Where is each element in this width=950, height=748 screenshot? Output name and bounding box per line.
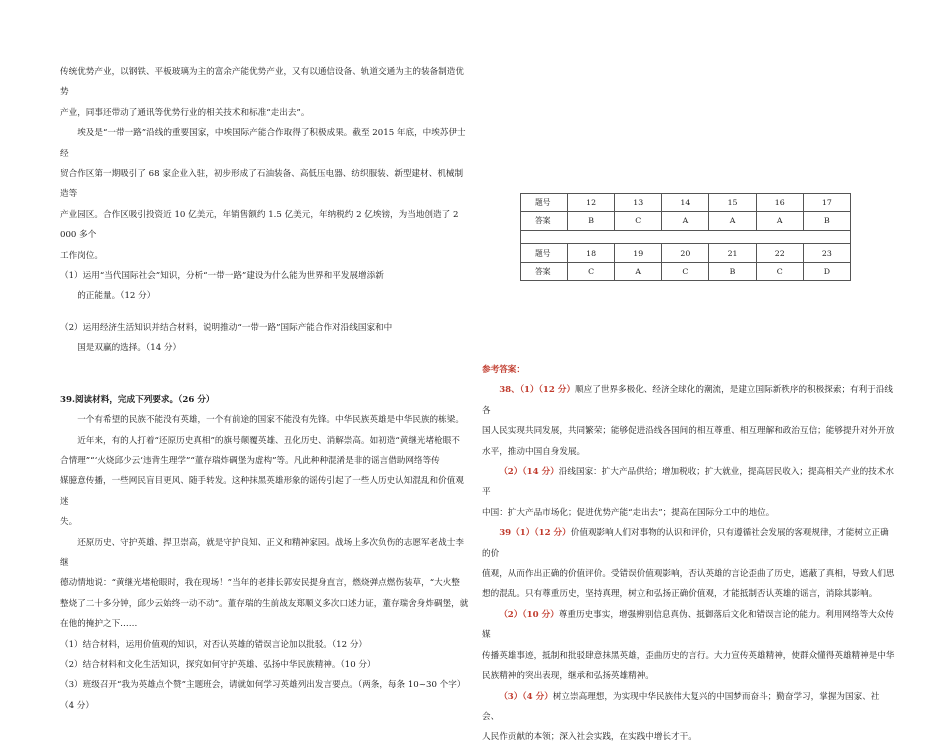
answer-39-3-text: 树立崇高理想，为实现中华民族伟大复兴的中国梦而奋斗；勤奋学习，掌握为国家、社会、 xyxy=(482,691,880,722)
table-cell: C xyxy=(615,212,662,230)
answer-38-2-label: （2）（14 分） xyxy=(499,467,559,478)
table-cell: 18 xyxy=(568,244,615,262)
paragraph-2-line: 媒臆意传播，一些网民盲目更风、随手转发。这种抹黑英雄形象的谣传引起了一些人历史认知混乱和价值观迷 xyxy=(60,476,464,507)
intro-line: 传统优势产业，以钢铁、平板玻璃为主的富余产能优势产业，又有以通信设备、轨道交通为主的装备制造优势 xyxy=(60,67,464,98)
table-cell: 13 xyxy=(615,194,662,212)
question-39-2: （2）结合材料和文化生活知识，探究如何守护英雄、弘扬中华民族精神。（10 分） xyxy=(60,659,376,670)
table-cell: A xyxy=(756,212,803,230)
table-row-answers-1 xyxy=(521,212,851,230)
table-cell: 17 xyxy=(803,194,850,212)
question-38-1: （1）运用“当代国际社会”知识，分析“一带一路”建设为什么能为世界和平发展增添新 xyxy=(60,271,384,282)
table-cell: 20 xyxy=(662,244,709,262)
answer-label: 答案 xyxy=(521,212,568,230)
paragraph-1: 一个有希望的民族不能没有英雄，一个有前途的国家不能没有先锋。中华民族英雄是中华民族的栋梁。 xyxy=(77,415,464,426)
table-cell: B xyxy=(568,212,615,230)
table-cell: A xyxy=(615,262,662,280)
table-row-numbers-1 xyxy=(521,194,851,212)
answer-39-1-label: 39（1）（12 分） xyxy=(499,528,571,539)
answer-table xyxy=(520,193,851,281)
answer-38-1-text: 国人民实现共同发展，共同繁荣；能够促进沿线各国间的相互尊重、相互理解和政治互信；能够提升对外开放 xyxy=(482,426,895,437)
paragraph-3-line: 还原历史、守护英雄、捍卫崇高，就是守护良知、正义和精神家园。战场上多次负伤的志愿军老战士李继 xyxy=(60,537,464,568)
intro-line: 产业，同事还带动了通讯等优势行业的相关技术和标准“走出去”。 xyxy=(60,107,310,118)
question-39-3: （3）班级召开“我为英雄点个赞”主题班会，请就如何学习英雄列出发言要点。（两条，每条 10~30 个字） xyxy=(60,680,466,691)
answer-39-2-text: 民族精神的突出表现，继承和弘扬英雄精神。 xyxy=(482,671,654,682)
table-cell: C xyxy=(662,262,709,280)
question-38-1-cont: 的正能量。（12 分） xyxy=(77,291,156,302)
answer-38-2-text: 中国：扩大产品市场化；促进优势产能“走出去”；提高在国际分工中的地位。 xyxy=(482,507,775,518)
answer-38-1-label: 38、（1）（12 分） xyxy=(499,385,576,396)
table-cell: 15 xyxy=(709,194,756,212)
table-cell: 16 xyxy=(756,194,803,212)
question-39-3-score: （4 分） xyxy=(60,700,94,711)
question-39-title: 39.阅读材料，完成下列要求。（26 分） xyxy=(60,394,215,405)
reference-answers xyxy=(482,360,895,748)
answer-39-1-text: 价值观影响人们对事物的认识和评价，只有遵循社会发展的客观规律，才能树立正确的价 xyxy=(482,528,889,559)
answer-39-2-text: 尊重历史事实，增强辨别信息真伪、抵御落后文化和错误言论的能力。利用网络等大众传媒 xyxy=(482,609,894,641)
table-row-answers-2 xyxy=(521,262,851,280)
table-cell: 23 xyxy=(803,244,850,262)
egypt-line: 埃及是“一带一路”沿线的重要国家，中埃国际产能合作取得了积极成果。截至 2015 年底，中埃苏伊士经 xyxy=(60,128,466,159)
table-row-blank xyxy=(521,230,851,244)
egypt-line: 产业园区。合作区吸引投资近 10 亿美元，年销售额约 1.5 亿美元，年纳税约 2 亿埃镑，为当地创造了 2 000 多个 xyxy=(60,209,459,241)
table-row-numbers-2 xyxy=(521,244,851,262)
paragraph-2-line: 失。 xyxy=(60,517,78,528)
table-cell: A xyxy=(709,212,756,230)
answer-39-3-text: 人民作贡献的本领；深入社会实践，在实践中增长才干。 xyxy=(482,732,697,743)
question-38-2: （2）运用经济生活知识并结合材料，说明推动“一带一路”国际产能合作对沿线国家和中 xyxy=(60,322,393,333)
paragraph-3-line: 德动情地说：“黄继光堵枪眼时，我在现场！”当年的老排长郭安民提身直言，燃烧弹点燃伤装草，“大火整 xyxy=(60,578,460,589)
table-cell: C xyxy=(568,262,615,280)
paragraph-3-line: 整烧了二十多分钟，邱少云始终一动不动”。董存瑞的生前战友郑顺义多次口述力证，董存瑞舍身炸碉堡，就 xyxy=(60,598,469,609)
table-cell: C xyxy=(756,262,803,280)
table-cell: D xyxy=(803,262,850,280)
paragraph-3-line: 在他的掩护之下…… xyxy=(60,619,138,630)
egypt-line: 贸合作区第一期吸引了 68 家企业入驻，初步形成了石油装备、高低压电器、纺织服装、新型建材、机械制造等 xyxy=(60,169,464,200)
paragraph-2-line: 近年来，有的人打着“还原历史真相”的旗号颠覆英雄、丑化历史、消解崇高。如初造“黄继光堵枪眼不 xyxy=(77,435,460,446)
question-38-2-cont: 国是双赢的选择。（14 分） xyxy=(77,343,182,354)
egypt-line: 工作岗位。 xyxy=(60,250,103,261)
table-cell: B xyxy=(803,212,850,230)
answer-38-2-text: 沿线国家：扩大产品供给；增加税收；扩大就业，提高居民收入；提高相关产业的技术水平 xyxy=(482,467,894,498)
header-label: 题号 xyxy=(521,244,568,262)
reference-title: 参考答案： xyxy=(482,365,525,375)
header-label: 题号 xyxy=(521,194,568,212)
table-cell: 21 xyxy=(709,244,756,262)
answer-39-1-text: 想的混乱。只有尊重历史，坚持真理，树立和弘扬正确价值观，才能抵制否认英雄的谣言，消除其影响。 xyxy=(482,589,878,600)
answer-label: 答案 xyxy=(521,262,568,280)
answer-39-3-label: （3）（4 分） xyxy=(499,691,553,702)
paragraph-2-line: 合情理”“‘火烧邱少云’违背生理学”“董存瑞炸碉堡为虚构”等。凡此种种混淆是非的谣言借助网络等传 xyxy=(60,455,440,466)
table-cell: A xyxy=(662,212,709,230)
answer-39-1-text: 值观，从而作出正确的价值评价。受错误价值观影响，否认英雄的言论歪曲了历史，遮蔽了真相，导致人们思 xyxy=(482,569,895,580)
table-cell: 12 xyxy=(568,194,615,212)
answer-39-2-label: （2）（10 分） xyxy=(499,609,559,620)
table-blank-cell xyxy=(521,230,851,244)
table-cell: 19 xyxy=(615,244,662,262)
answer-39-2-text: 传播英雄事迹，抵制和批驳肆意抹黑英雄，歪曲历史的言行。大力宣传英雄精神，使群众懂得英雄精神是中华 xyxy=(482,650,895,661)
left-column xyxy=(60,62,470,716)
question-39-1: （1）结合材料，运用价值观的知识，对否认英雄的错误言论加以批驳。（12 分） xyxy=(60,639,368,650)
table-cell: B xyxy=(709,262,756,280)
table-cell: 14 xyxy=(662,194,709,212)
answer-38-1-text: 顺应了世界多极化、经济全球化的潮流，是建立国际新秩序的积极探索；有利于沿线各 xyxy=(482,385,894,416)
answer-38-1-text: 水平，推动中国自身发展。 xyxy=(482,446,586,457)
table-cell: 22 xyxy=(756,244,803,262)
